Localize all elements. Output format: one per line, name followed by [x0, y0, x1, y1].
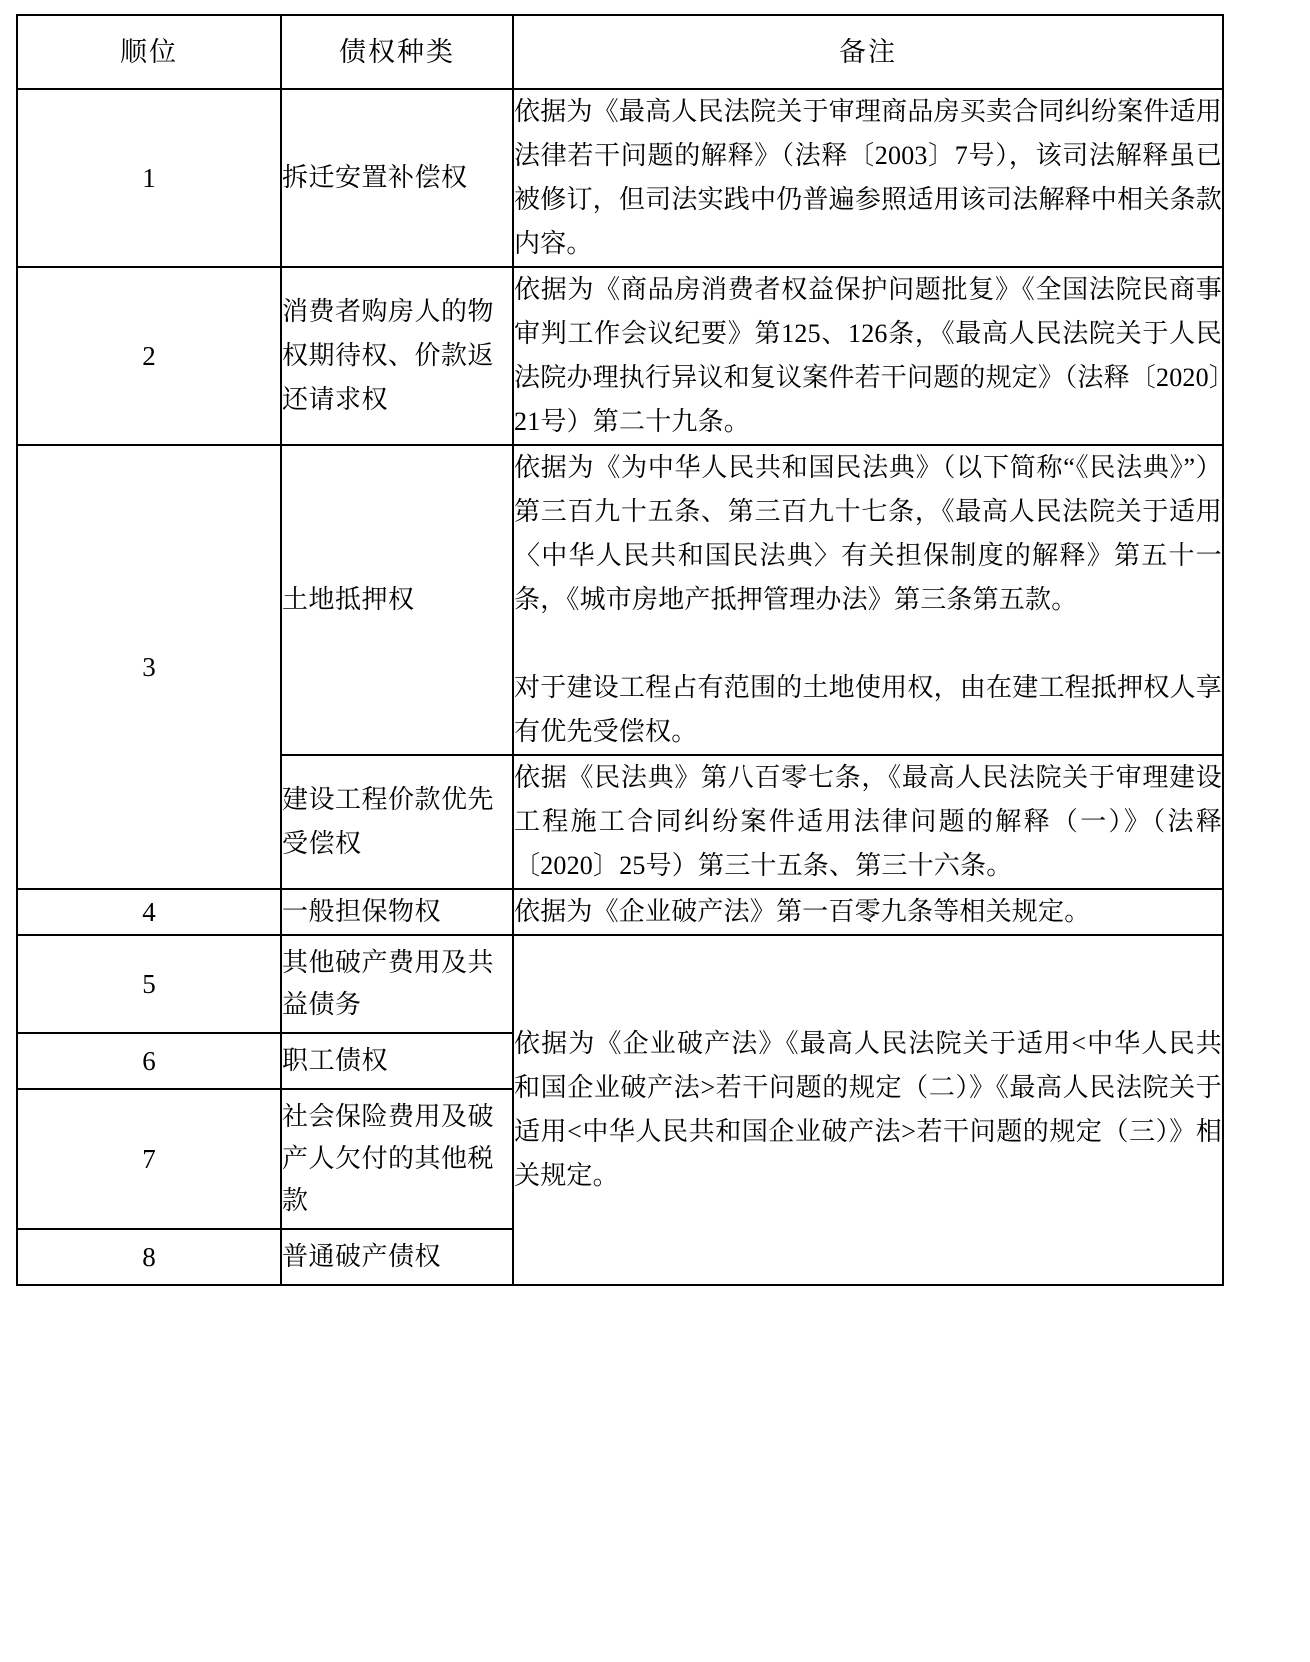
table-row — [17, 445, 1223, 755]
row-claim-type-1: 拆迁安置补偿权 — [281, 89, 513, 267]
table-body — [17, 89, 1223, 1285]
row-remark-3b — [513, 755, 1223, 889]
column-header-order: 顺位 — [17, 15, 281, 89]
row-order-1: 1 — [17, 89, 281, 267]
row-order-4: 4 — [17, 889, 281, 935]
row-remark-4 — [513, 889, 1223, 935]
row-claim-type-6: 职工债权 — [281, 1033, 513, 1089]
row-claim-type-8: 普通破产债权 — [281, 1229, 513, 1285]
table-header — [17, 15, 1223, 89]
row-claim-type-7: 社会保险费用及破产人欠付的其他税款 — [281, 1089, 513, 1229]
row-claim-type-5: 其他破产费用及共益债务 — [281, 935, 513, 1033]
table-row — [17, 935, 1223, 1033]
table-row — [17, 889, 1223, 935]
column-header-remark: 备注 — [513, 15, 1223, 89]
priority-of-claims-table — [16, 14, 1224, 1286]
row-remark-3a — [513, 445, 1223, 755]
document-body — [16, 14, 1222, 1286]
remark-paragraph: 依据《民法典》第八百零七条，《最高人民法院关于审理建设工程施工合同纠纷案件适用法律问题的解释（一）》（法释〔2020〕25号）第三十五条、第三十六条。 — [514, 763, 1222, 880]
table-row — [17, 267, 1223, 445]
table-row — [17, 89, 1223, 267]
row-remark-5-to-8 — [513, 935, 1223, 1285]
row-order-8: 8 — [17, 1229, 281, 1285]
remark-paragraph: 依据为《最高人民法院关于审理商品房买卖合同纠纷案件适用法律若干问题的解释》（法释〔2003〕7号），该司法解释虽已被修订，但司法实践中仍普遍参照适用该司法解释中相关条款内容。 — [514, 97, 1222, 258]
row-claim-type-3a: 土地抵押权 — [281, 445, 513, 755]
remark-paragraph: 依据为《企业破产法》第一百零九条等相关规定。 — [514, 897, 1091, 926]
table-header-row — [17, 15, 1223, 89]
column-header-claim-type: 债权种类 — [281, 15, 513, 89]
row-claim-type-4: 一般担保物权 — [281, 889, 513, 935]
remark-paragraph: 依据为《企业破产法》《最高人民法院关于适用<中华人民共和国企业破产法>若干问题的规定（二）》《最高人民法院关于适用<中华人民共和国企业破产法>若干问题的规定（三）》相关规定。 — [514, 1029, 1222, 1190]
row-order-6: 6 — [17, 1033, 281, 1089]
row-claim-type-2: 消费者购房人的物权期待权、价款返还请求权 — [281, 267, 513, 445]
remark-paragraph-spacer — [514, 622, 1222, 666]
row-remark-1 — [513, 89, 1223, 267]
row-claim-type-3b: 建设工程价款优先受偿权 — [281, 755, 513, 889]
remark-paragraph: 依据为《商品房消费者权益保护问题批复》《全国法院民商事审判工作会议纪要》第125、126条，《最高人民法院关于人民法院办理执行异议和复议案件若干问题的规定》（法释〔2020〕21号）第二十九条。 — [514, 275, 1223, 436]
row-order-3: 3 — [17, 445, 281, 889]
row-order-7: 7 — [17, 1089, 281, 1229]
row-remark-2 — [513, 267, 1223, 445]
remark-paragraph: 对于建设工程占有范围的土地使用权，由在建工程抵押权人享有优先受偿权。 — [514, 673, 1222, 746]
remark-paragraph: 依据为《为中华人民共和国民法典》（以下简称“《民法典》”）第三百九十五条、第三百九十七条，《最高人民法院关于适用〈中华人民共和国民法典〉有关担保制度的解释》第五十一条，《城市房地产抵押管理办法》第三条第五款。 — [514, 453, 1222, 614]
row-order-5: 5 — [17, 935, 281, 1033]
row-order-2: 2 — [17, 267, 281, 445]
